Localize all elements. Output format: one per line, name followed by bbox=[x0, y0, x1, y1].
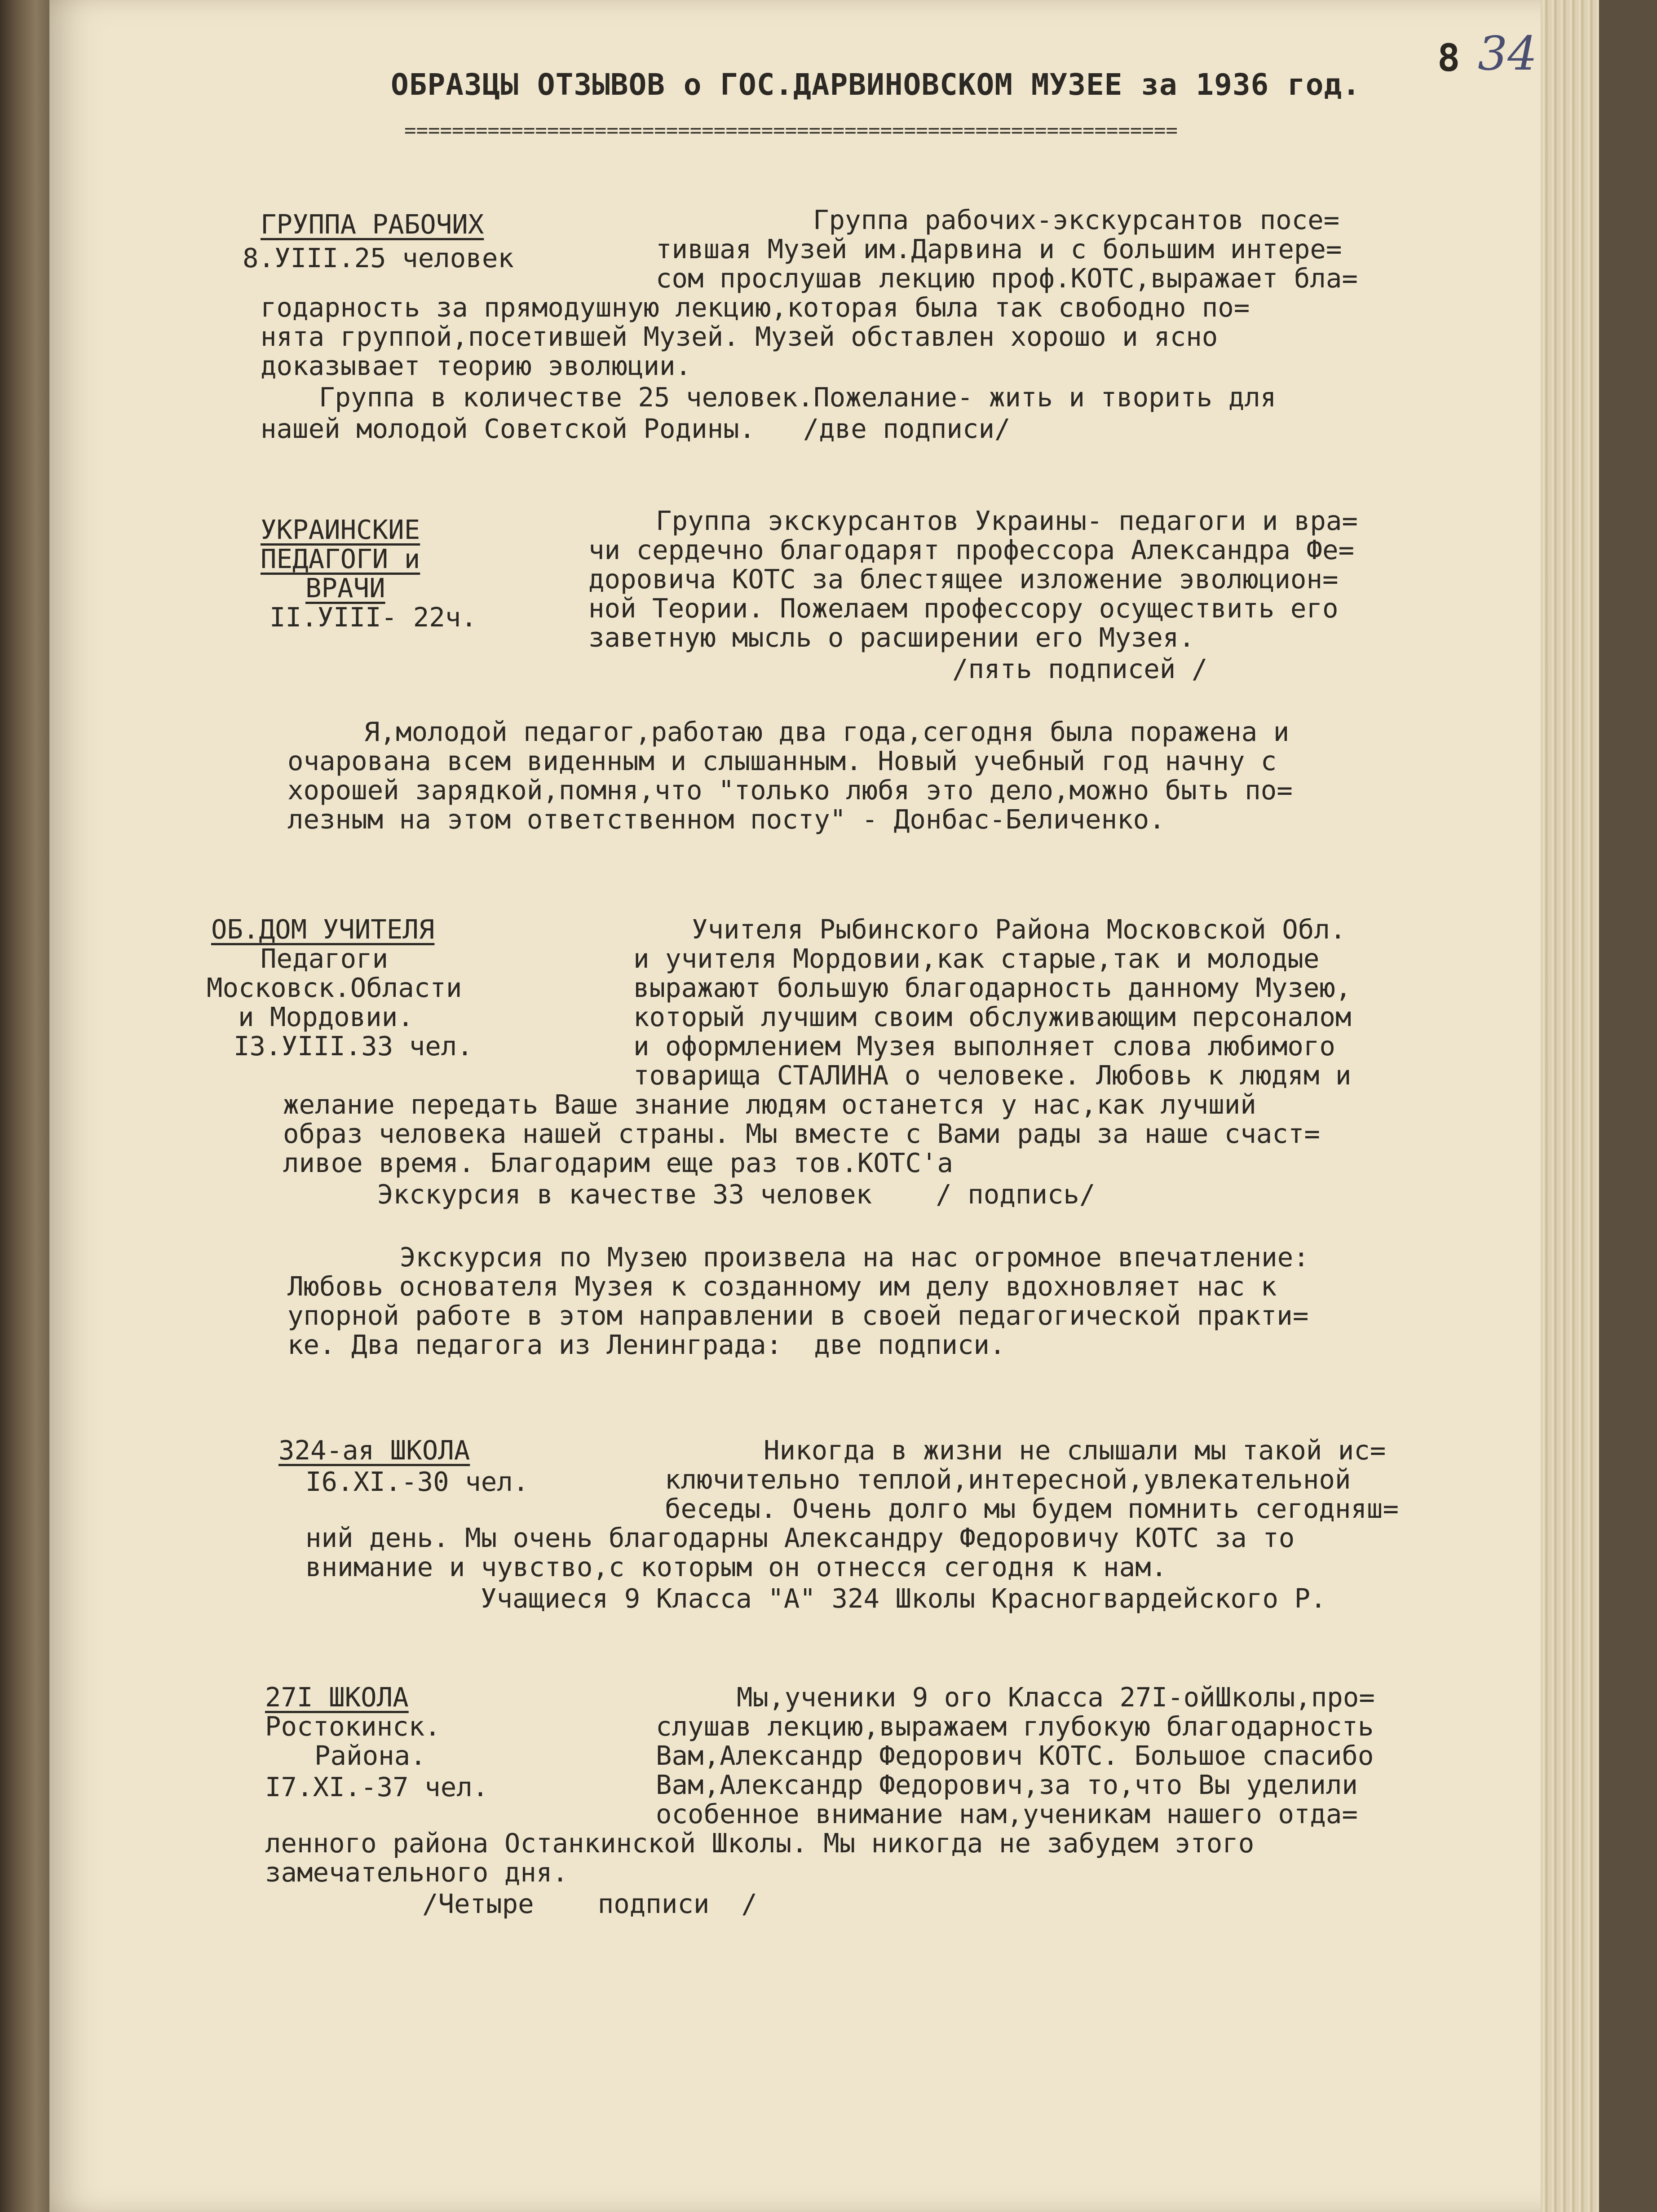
review-line: нята группой,посетившей Музей. Музей обставлен хорошо и ясно bbox=[261, 321, 1218, 352]
review-line: образ человека нашей страны. Мы вместе с Вами рады за наше счаст= bbox=[283, 1118, 1320, 1149]
section-meta: Московск.Области bbox=[207, 972, 462, 1003]
section-heading: ОБ.ДОМ УЧИТЕЛЯ bbox=[211, 914, 435, 945]
review-line: Я,молодой педагог,работаю два года,сегодня была поражена и bbox=[364, 716, 1290, 747]
section-heading: 324-ая ШКОЛА bbox=[278, 1435, 470, 1466]
review-line: внимание и чувство,с которым он отнесся сегодня к нам. bbox=[305, 1551, 1167, 1582]
review-line: ний день. Мы очень благодарны Александру Федоровичу КОТС за то bbox=[305, 1522, 1295, 1553]
section-meta: Района. bbox=[314, 1740, 426, 1771]
review-line: который лучшим своим обслуживающим персоналом bbox=[633, 1001, 1352, 1032]
review-line: ключительно теплой,интересной,увлекательной bbox=[665, 1464, 1351, 1495]
section-meta: II.УIII- 22ч. bbox=[270, 602, 477, 633]
review-line: доровича КОТС за блестящее изложение эволюцион= bbox=[588, 564, 1339, 595]
review-line: Вам,Александр Федорович КОТС. Большое спасибо bbox=[656, 1740, 1374, 1771]
review-line: лезным на этом ответственном посту" - Донбас-Беличенко. bbox=[287, 804, 1165, 835]
review-line: упорной работе в этом направлении в своей педагогической практи= bbox=[287, 1300, 1309, 1331]
review-line: Экскурсия по Музею произвела на нас огромное впечатление: bbox=[400, 1242, 1309, 1273]
title-underline: ================================================================= bbox=[404, 119, 1178, 142]
section-meta: I6.XI.-30 чел. bbox=[305, 1466, 529, 1497]
stacked-page-edges bbox=[1541, 0, 1599, 2212]
review-line: Любовь основателя Музея к созданному им делу вдохновляет нас к bbox=[287, 1271, 1277, 1302]
review-line: замечательного дня. bbox=[265, 1857, 568, 1888]
signature-note: нашей молодой Советской Родины. /две подписи/ bbox=[261, 413, 1011, 444]
page-number: 8 bbox=[1437, 36, 1460, 80]
review-line: товарища СТАЛИНА о человеке. Любовь к людям и bbox=[633, 1060, 1352, 1091]
review-line: очарована всем виденным и слышанным. Новый учебный год начну с bbox=[287, 745, 1277, 776]
review-line: Учителя Рыбинского Района Московской Обл. bbox=[692, 914, 1346, 945]
section-heading: ПЕДАГОГИ и bbox=[261, 543, 420, 574]
review-line: заветную мысль о расширении его Музея. bbox=[588, 622, 1195, 653]
review-line: годарность за прямодушную лекцию,которая была так свободно по= bbox=[261, 292, 1250, 323]
review-line: Никогда в жизни не слышали мы такой ис= bbox=[764, 1435, 1386, 1466]
review-line: желание передать Ваше знание людям останется у нас,как лучший bbox=[283, 1089, 1256, 1120]
section-meta: Педагоги bbox=[261, 943, 389, 974]
review-line: Группа экскурсантов Украины- педагоги и вра= bbox=[656, 505, 1358, 536]
review-line: сом прослушав лекцию проф.КОТС,выражает бла= bbox=[656, 263, 1358, 294]
document-title: ОБРАЗЦЫ ОТЗЫВОВ о ГОС.ДАРВИНОВСКОМ МУЗЕЕ за 1936 год. bbox=[391, 67, 1361, 102]
signature-note: /Четыре подписи / bbox=[422, 1888, 757, 1919]
review-line: особенное внимание нам,ученикам нашего отда= bbox=[656, 1798, 1358, 1829]
archive-folio-number: 34 bbox=[1478, 26, 1538, 81]
review-line: хорошей зарядкой,помня,что "только любя это дело,можно быть по= bbox=[287, 775, 1293, 806]
section-meta: 8.УIII.25 человек bbox=[243, 242, 514, 273]
document-page bbox=[49, 0, 1599, 2212]
review-line: слушав лекцию,выражаем глубокую благодарность bbox=[656, 1711, 1374, 1742]
review-line: доказывает теорию эволюции. bbox=[261, 350, 692, 381]
section-meta: I7.XI.-37 чел. bbox=[265, 1771, 489, 1802]
section-meta: и Мордовии. bbox=[238, 1001, 414, 1032]
review-line: Группа рабочих-экскурсантов посе= bbox=[813, 204, 1340, 235]
review-line: и оформлением Музея выполняет слова любимого bbox=[633, 1031, 1335, 1062]
review-line: ной Теории. Пожелаем профессору осуществить его bbox=[588, 593, 1339, 624]
review-line: чи сердечно благодарят профессора Александра Фе= bbox=[588, 534, 1355, 565]
review-line: Группа в количестве 25 человек.Пожелание- жить и творить для bbox=[319, 382, 1277, 413]
review-line: выражают большую благодарность данному Музею, bbox=[633, 972, 1352, 1003]
review-line: ленного района Останкинской Школы. Мы никогда не забудем этого bbox=[265, 1828, 1255, 1859]
review-line: ливое время. Благодарим еще раз тов.КОТС'а bbox=[283, 1147, 953, 1178]
section-heading: 27I ШКОЛА bbox=[265, 1682, 409, 1713]
section-meta: Ростокинск. bbox=[265, 1711, 441, 1742]
section-meta: I3.УIII.33 чел. bbox=[234, 1031, 473, 1062]
review-line: Мы,ученики 9 ого Класса 27I-ойШколы,про= bbox=[737, 1682, 1375, 1713]
review-line: тившая Музей им.Дарвина и с большим интере= bbox=[656, 234, 1342, 264]
section-heading: УКРАИНСКИЕ bbox=[261, 514, 420, 545]
review-line: и учителя Мордовии,как старые,так и молодые bbox=[633, 943, 1320, 974]
signature-note: Учащиеся 9 Класса "А" 324 Школы Красногвардейского Р. bbox=[481, 1583, 1326, 1614]
section-heading: ВРАЧИ bbox=[305, 573, 385, 604]
signature-note: Экскурсия в качестве 33 человек / подпись/ bbox=[377, 1179, 1096, 1210]
review-line: Вам,Александр Федорович,за то,что Вы уделили bbox=[656, 1769, 1358, 1800]
review-line: беседы. Очень долго мы будем помнить сегодняш= bbox=[665, 1493, 1399, 1524]
section-heading: ГРУППА РАБОЧИХ bbox=[261, 209, 484, 240]
signature-note: /пять подписей / bbox=[952, 653, 1208, 684]
review-line: ке. Два педагога из Ленинграда: две подписи. bbox=[287, 1329, 1006, 1360]
